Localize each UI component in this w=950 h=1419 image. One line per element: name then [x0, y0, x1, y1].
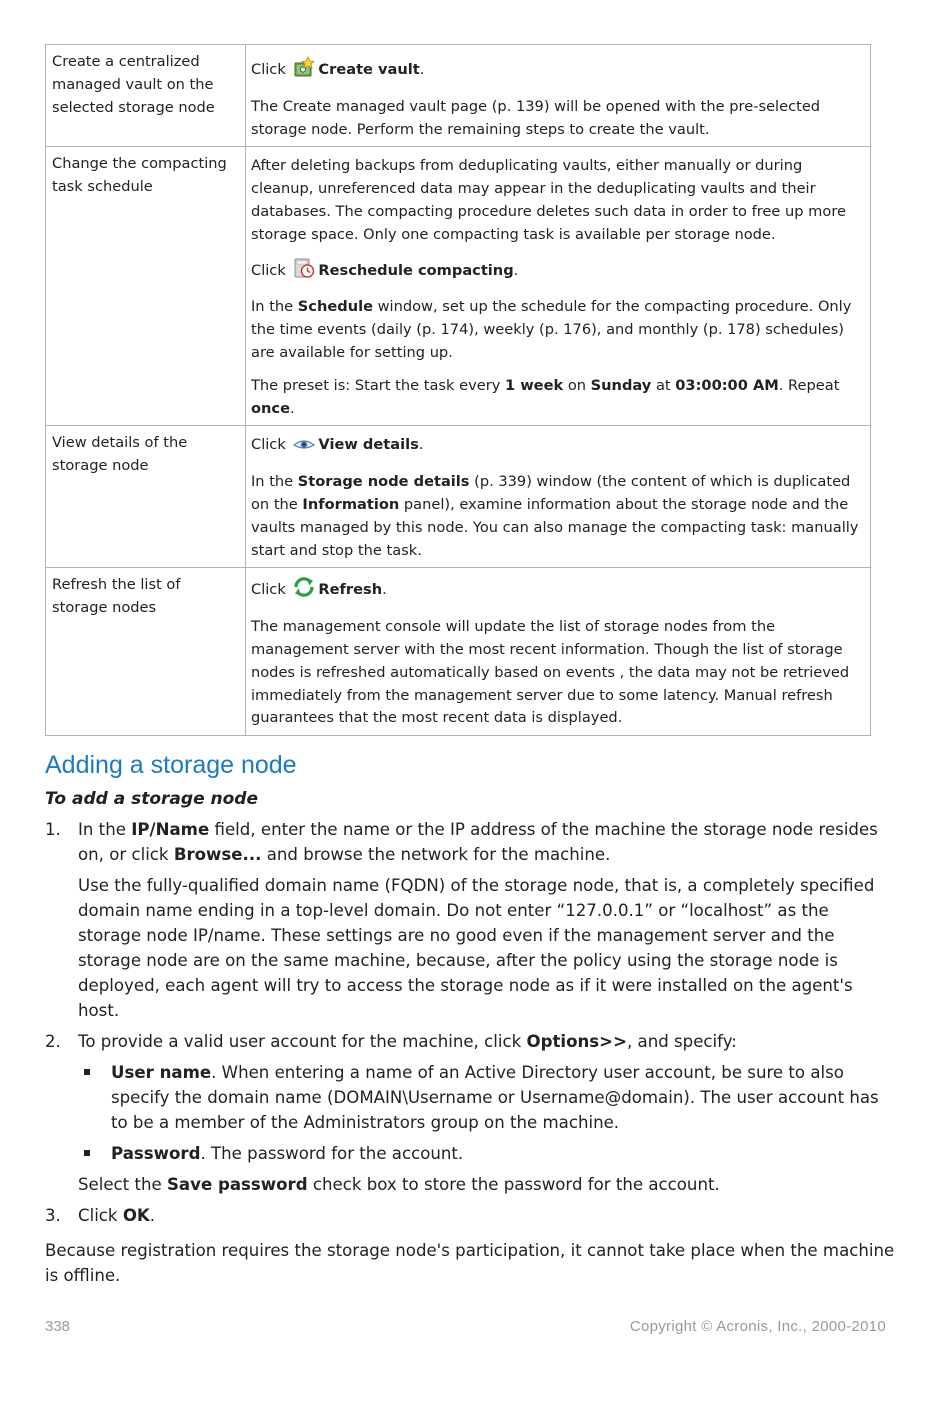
bullet-square-icon	[84, 1150, 90, 1156]
task-cell: Change the compacting task schedule	[46, 147, 246, 426]
task-cell: View details of the storage node	[46, 426, 246, 568]
action-cell: Click View details. In the Storage node details (p. 339) window (the content of which is duplicated on the Information panel), examine information about the storage node and the vaults managed by this node. You can also manage the compacting task: manually start and stop the task.	[246, 426, 871, 568]
action-cell: Click Refresh. The management console will update the list of storage nodes from the management server with the most recent information. Though the list of storage nodes is refreshed automatically based on events , the data may not be retrieved immediately from the management server due to some latency. Manual refresh guarantees that the most recent data is displayed.	[246, 568, 871, 736]
view-details-icon[interactable]	[292, 437, 316, 461]
table-row	[46, 426, 871, 568]
action-cell: Click Create vault. The Create managed vault page (p. 139) will be opened with the pre-selected storage node. Perform the remaining steps to create the vault.	[246, 45, 871, 147]
step-3: 3. Click OK.	[45, 1206, 156, 1225]
step-2: 2. To provide a valid user account for the machine, click Options>>, and specify: User name. When entering a name of an Active Directory user account, be sure to also specify the domain name (DOMAIN\Username or Username@domain). The user account has to be a member of the Administrators group on the machine. Password. The password for the account. Select the Save password check box to store the password for the account.	[45, 1029, 895, 1197]
task-cell: Create a centralized managed vault on the selected storage node	[46, 45, 246, 147]
action-cell: After deleting backups from deduplicating vaults, either manually or during cleanup, unreferenced data may appear in the deduplicating vaults and their databases. The compacting procedure deletes such data in order to free up more storage space. Only one compacting task is available per storage node. Click Reschedule compacting. In the Schedule window, set up the schedule for the compacting procedure. Only the time events (daily (p. 174), weekly (p. 176), and monthly (p. 178) schedules) are available for setting up. The preset is: Start the task every 1 week on Sunday at 03:00:00 AM. Repeat once.	[246, 147, 871, 426]
section-heading: Adding a storage node	[45, 751, 297, 779]
page-number: 338	[45, 1318, 71, 1335]
list-item: User name. When entering a name of an Active Directory user account, be sure to also specify the domain name (DOMAIN\Username or Username@domain). The user account has to be a member of the Administrators group on the machine.	[78, 1060, 895, 1135]
task-cell: Refresh the list of storage nodes	[46, 568, 246, 736]
refresh-icon[interactable]	[292, 576, 316, 606]
closing-paragraph: Because registration requires the storage node's participation, it cannot take place when the machine is offline.	[45, 1241, 895, 1285]
list-item: Password. The password for the account.	[78, 1141, 895, 1166]
table-row	[46, 568, 871, 736]
create-vault-icon[interactable]	[292, 56, 316, 86]
reschedule-compacting-icon[interactable]	[292, 257, 316, 287]
step-1: 1. In the IP/Name field, enter the name or the IP address of the machine the storage node resides on, or click Browse... and browse the network for the machine. Use the fully-qualified domain name (FQDN) of the storage node, that is, a completely specified domain name ending in a top-level domain. Do not enter “127.0.0.1” or “localhost” as the storage node IP/name. These settings are no good even if the management server and the storage node are on the same machine, because, after the policy using the storage node is deployed, each agent will try to access the storage node as if it were installed on the agent's host.	[45, 817, 895, 1023]
copyright: Copyright © Acronis, Inc., 2000-2010	[629, 1318, 886, 1335]
bullet-square-icon	[84, 1069, 90, 1075]
fqdn-note: Use the fully-qualified domain name (FQDN) of the storage node, that is, a completely specified domain name ending in a top-level domain. Do not enter “127.0.0.1” or “localhost” as the storage node IP/name. These settings are no good even if the management server and the storage node are on the same machine, because, after the policy using the storage node is deployed, each agent will try to access the storage node as if it were installed on the agent's host.	[78, 876, 875, 1020]
table-row	[46, 45, 871, 147]
table-row	[46, 147, 871, 426]
storage-node-actions-table	[45, 44, 871, 736]
procedure-title: To add a storage node	[45, 789, 258, 809]
procedure-body	[45, 817, 895, 1288]
